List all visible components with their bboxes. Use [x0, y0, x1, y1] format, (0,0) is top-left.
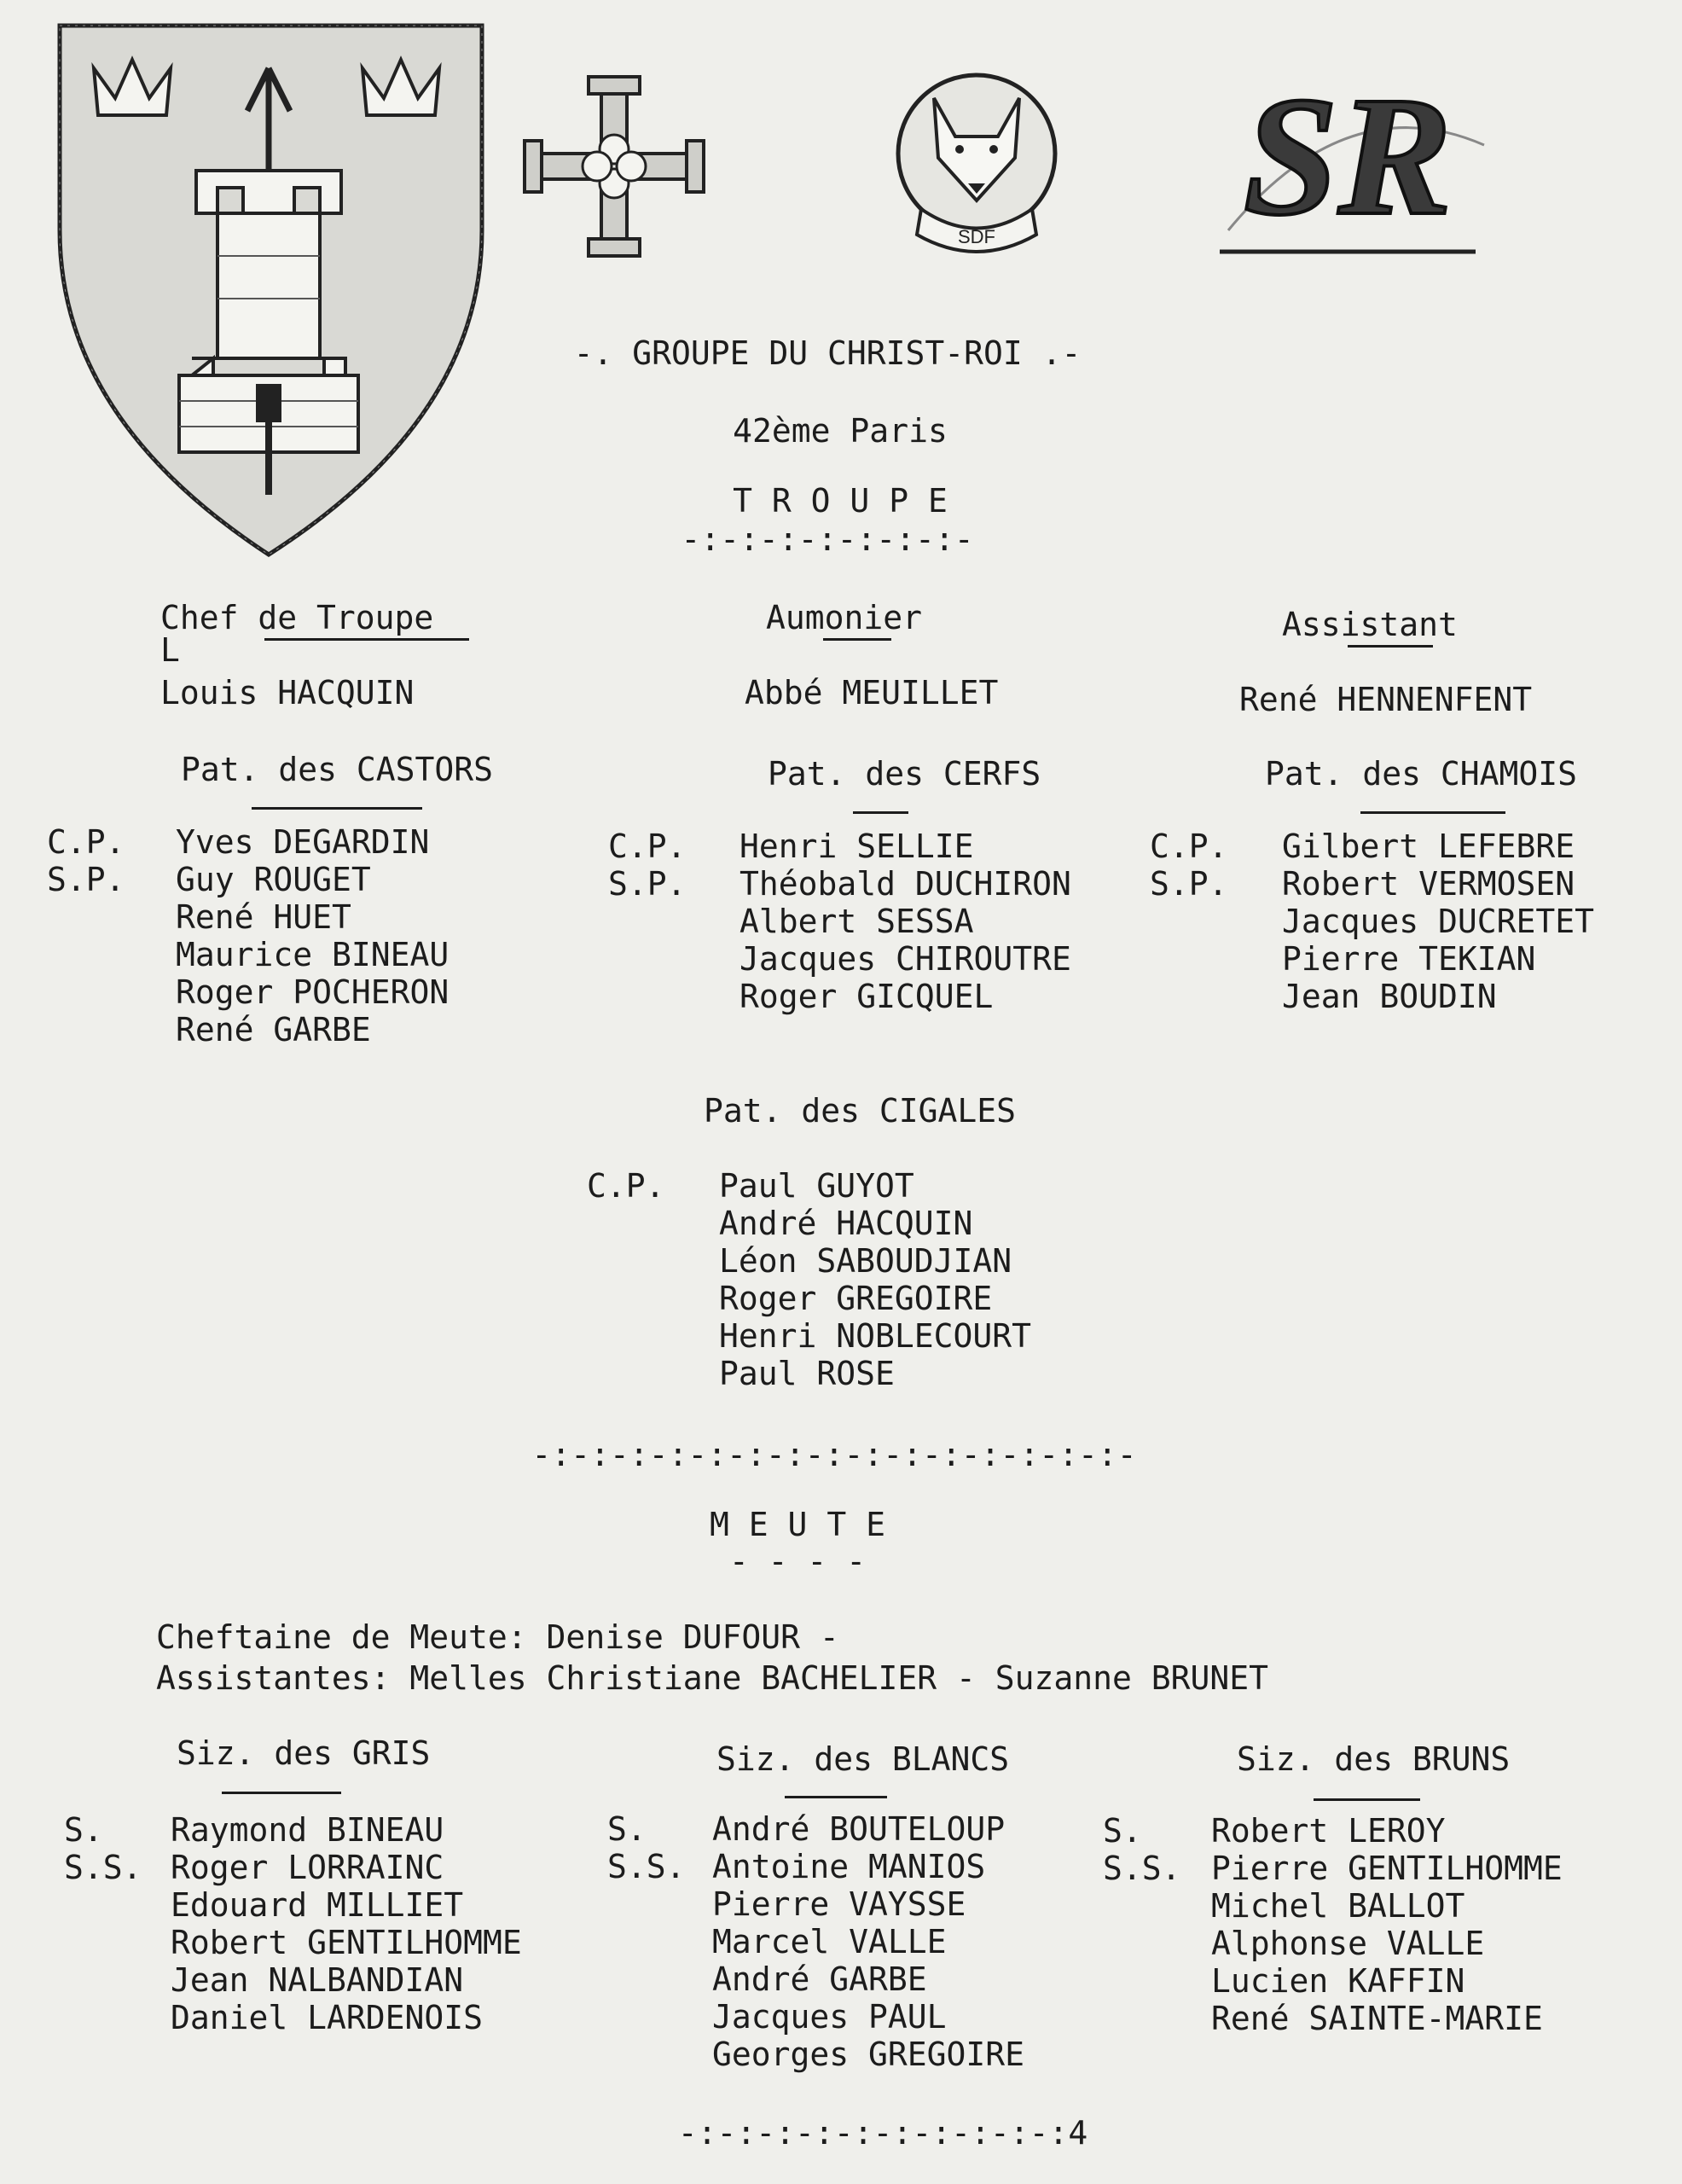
patrol-cerfs-title: Pat. des CERFS [768, 755, 1041, 793]
patrol-chamois-title: Pat. des CHAMOIS [1265, 755, 1578, 793]
role-label: C.P. [587, 1167, 665, 1205]
member-name: Pierre GENTILHOMME [1211, 1850, 1563, 1887]
member-name: Paul ROSE [719, 1355, 895, 1392]
badge-text: SDF [958, 226, 995, 247]
meute-title: M E U T E [710, 1506, 885, 1543]
role-label: C.P. [1150, 828, 1228, 865]
patrol-castors-underline [252, 807, 422, 810]
member-name: Jacques PAUL [712, 1998, 947, 2036]
sizaine-gris-title: Siz. des GRIS [177, 1734, 431, 1772]
member-name: Jean BOUDIN [1282, 978, 1497, 1015]
member-name: Roger POCHERON [176, 973, 450, 1011]
member-name: Lucien KAFFIN [1211, 1962, 1465, 2000]
member-name: Henri NOBLECOURT [719, 1317, 1032, 1355]
wolf-badge-emblem [887, 64, 1066, 260]
member-name: Roger GICQUEL [740, 978, 994, 1015]
patrol-castors-title: Pat. des CASTORS [181, 751, 494, 788]
role-label: S. [1103, 1812, 1142, 1850]
member-name: Roger GREGOIRE [719, 1280, 993, 1317]
troupe-title: T R O U P E [733, 482, 948, 520]
patrol-cerfs-members [740, 828, 1071, 1015]
chef-name: Louis HACQUIN [160, 674, 415, 712]
member-name: Henri SELLIE [740, 828, 974, 865]
page-footer: -:-:-:-:-:-:-:-:-:-:4 [677, 2114, 1088, 2152]
sizaine-blancs-title: Siz. des BLANCS [716, 1740, 1010, 1778]
role-label: S.S. [607, 1848, 686, 1885]
member-name: Robert LEROY [1211, 1812, 1446, 1850]
sizaine-blancs-members [712, 1810, 1024, 2073]
patrol-castors-members [176, 823, 449, 1048]
assistant-label: Assistant [1282, 606, 1458, 643]
assistant-name: René HENNENFENT [1239, 681, 1533, 718]
member-name: René GARBE [176, 1011, 371, 1048]
aumonier-name: Abbé MEUILLET [745, 674, 999, 712]
patrol-chamois-members [1282, 828, 1594, 1015]
member-name: René SAINTE-MARIE [1211, 2000, 1543, 2037]
chef-mark: L [160, 631, 180, 669]
member-name: Léon SABOUDJIAN [719, 1242, 1012, 1280]
member-name: Roger LORRAINC [171, 1849, 444, 1886]
sizaine-bruns-underline [1314, 1798, 1420, 1801]
sizaine-bruns-members [1211, 1812, 1563, 2037]
member-name: Robert VERMOSEN [1282, 865, 1575, 903]
sizaine-bruns-title: Siz. des BRUNS [1237, 1740, 1511, 1778]
member-name: Théobald DUCHIRON [740, 865, 1071, 903]
group-title: -. GROUPE DU CHRIST-ROI .- [573, 334, 1082, 372]
role-label: S.P. [47, 861, 125, 898]
aumonier-label: Aumonier [766, 599, 923, 636]
group-subtitle: 42ème Paris [733, 412, 948, 450]
patrol-chamois-underline [1360, 811, 1505, 814]
member-name: Jacques CHIROUTRE [740, 940, 1071, 978]
member-name: Jacques DUCRETET [1282, 903, 1595, 940]
member-name: André BOUTELOUP [712, 1810, 1006, 1848]
sr-logo-text: SR [1243, 68, 1453, 251]
troupe-separator: -:-:-:-:-:-:-:-:-:-:-:-:-:-:-:- [531, 1436, 1137, 1473]
role-label: S.S. [1103, 1850, 1181, 1887]
member-name: Daniel LARDENOIS [171, 1999, 484, 2036]
patrol-cerfs-underline [853, 811, 908, 814]
sizaine-gris-labels [64, 1811, 142, 1886]
role-label: C.P. [47, 823, 125, 861]
role-label: S. [607, 1810, 647, 1848]
scout-cross-emblem [520, 73, 708, 260]
patrol-castors-labels [47, 823, 125, 898]
role-label: C.P. [608, 828, 687, 865]
member-name: Robert GENTILHOMME [171, 1924, 522, 1961]
sizaine-blancs-labels [607, 1810, 686, 1885]
aumonier-underline [823, 638, 891, 641]
troupe-divider: -:-:-:-:-:-:-:- [681, 520, 974, 558]
member-name: Guy ROUGET [176, 861, 371, 898]
sizaine-bruns-labels [1103, 1812, 1181, 1887]
member-name: Alphonse VALLE [1211, 1925, 1485, 1962]
member-name: Pierre TEKIAN [1282, 940, 1536, 978]
member-name: Paul GUYOT [719, 1167, 914, 1205]
member-name: Albert SESSA [740, 903, 974, 940]
assistant-underline [1348, 645, 1433, 648]
member-name: Raymond BINEAU [171, 1811, 444, 1849]
chef-label: Chef de Troupe [160, 599, 434, 636]
sizaine-gris-underline [222, 1792, 341, 1794]
sizaine-gris-members [171, 1811, 522, 2036]
member-name: André HACQUIN [719, 1205, 973, 1242]
member-name: Michel BALLOT [1211, 1887, 1465, 1925]
role-label: S.S. [64, 1849, 142, 1886]
member-name: Antoine MANIOS [712, 1848, 986, 1885]
meute-divider: - - - - [728, 1542, 867, 1580]
member-name: Jean NALBANDIAN [171, 1961, 464, 1999]
member-name: Georges GREGOIRE [712, 2036, 1025, 2073]
chef-underline [264, 638, 469, 641]
patrol-chamois-labels [1150, 828, 1228, 903]
patrol-cigales-members [719, 1167, 1031, 1392]
member-name: Yves DEGARDIN [176, 823, 430, 861]
role-label: S. [64, 1811, 103, 1849]
sizaine-blancs-underline [785, 1796, 887, 1798]
member-name: Gilbert LEFEBRE [1282, 828, 1575, 865]
member-name: Edouard MILLIET [171, 1886, 464, 1924]
patrol-cerfs-labels [608, 828, 687, 903]
patrol-cigales-title: Pat. des CIGALES [704, 1092, 1017, 1130]
member-name: Maurice BINEAU [176, 936, 450, 973]
patrol-cigales-labels [587, 1167, 665, 1205]
member-name: Marcel VALLE [712, 1923, 947, 1960]
member-name: René HUET [176, 898, 351, 936]
role-label: S.P. [608, 865, 687, 903]
assistantes-line: Assistantes: Melles Christiane BACHELIER - Suzanne BRUNET [156, 1659, 1269, 1697]
role-label: S.P. [1150, 865, 1228, 903]
coat-of-arms-logo [51, 17, 495, 563]
sr-logo [1194, 68, 1501, 264]
member-name: André GARBE [712, 1960, 927, 1998]
cheftaine-line: Cheftaine de Meute: Denise DUFOUR - [156, 1618, 839, 1656]
member-name: Pierre VAYSSE [712, 1885, 966, 1923]
